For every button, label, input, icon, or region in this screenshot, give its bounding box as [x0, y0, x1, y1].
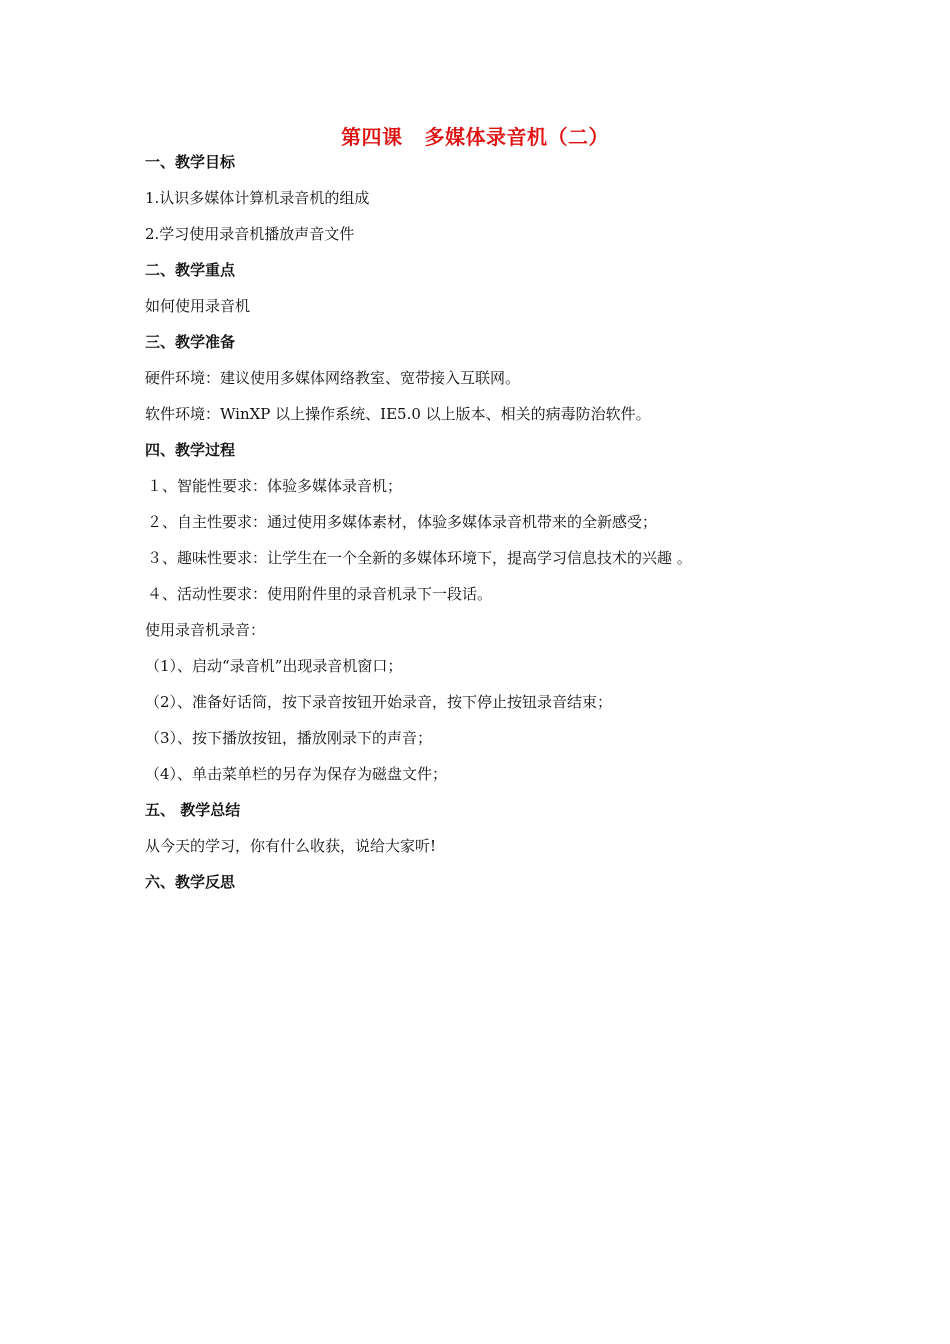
objective-item-1: 1.认识多媒体计算机录音机的组成	[145, 189, 370, 207]
prep-software: 软件环境：WinXP 以上操作系统、IE5.0 以上版本、相关的病毒防治软件。	[145, 405, 651, 423]
summary-text: 从今天的学习，你有什么收获，说给大家听!	[145, 837, 437, 855]
section-heading-preparation: 三、教学准备	[145, 333, 236, 351]
section-heading-summary: 五、 教学总结	[145, 801, 241, 819]
recording-step-1: （1）、启动“录音机”出现录音机窗口；	[145, 657, 403, 675]
section-heading-objectives: 一、教学目标	[145, 153, 236, 171]
recording-intro: 使用录音机录音：	[145, 621, 266, 639]
focus-text: 如何使用录音机	[145, 297, 251, 315]
recording-step-2: （2）、准备好话筒，按下录音按钮开始录音，按下停止按钮录音结束；	[145, 693, 613, 711]
lesson-name: 多媒体录音机（二）	[424, 125, 609, 149]
section-heading-reflection: 六、教学反思	[145, 873, 236, 891]
objective-item-2: 2.学习使用录音机播放声音文件	[145, 225, 355, 243]
prep-hardware: 硬件环境：建议使用多媒体网络教室、宽带接入互联网。	[145, 369, 521, 387]
process-item-2: ２、自主性要求：通过使用多媒体素材，体验多媒体录音机带来的全新感受；	[147, 513, 658, 531]
section-heading-process: 四、教学过程	[145, 441, 236, 459]
recording-step-4: （4）、单击菜单栏的另存为保存为磁盘文件；	[145, 765, 448, 783]
process-item-1: １、智能性要求：体验多媒体录音机；	[147, 477, 403, 495]
process-item-4: ４、活动性要求：使用附件里的录音机录下一段话。	[147, 585, 493, 603]
section-heading-focus: 二、教学重点	[145, 261, 236, 279]
recording-step-3: （3）、按下播放按钮，播放刚录下的声音；	[145, 729, 433, 747]
lesson-number: 第四课	[341, 125, 403, 149]
process-item-3: ３、趣味性要求：让学生在一个全新的多媒体环境下，提高学习信息技术的兴趣 。	[147, 549, 692, 567]
page-title	[0, 122, 950, 152]
